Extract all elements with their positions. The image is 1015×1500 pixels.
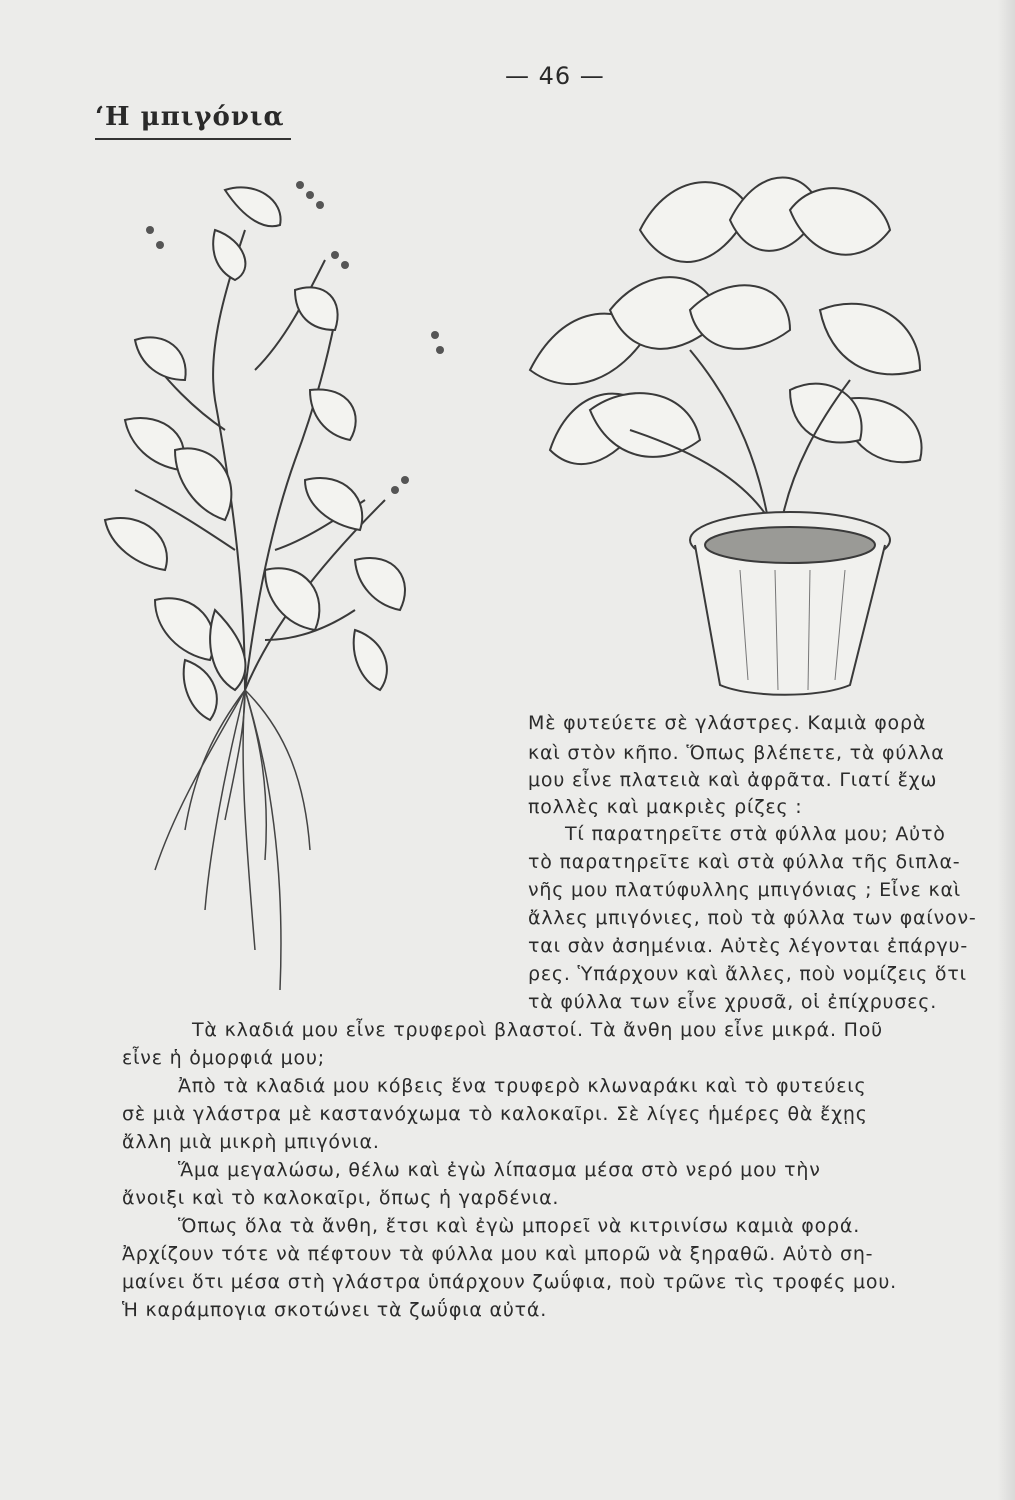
text-line: Μὲ φυτεύετε σὲ γλάστρες. Καμιὰ φορὰ [528, 712, 927, 734]
page-title: ‘Η μπιγόνια [95, 102, 291, 140]
page-number: — 46 — [505, 62, 605, 90]
text-line: τὰ φύλλα των εἶνε χρυσᾶ, οἱ ἐπίχρυσες. [528, 991, 938, 1013]
text-line: μου εἶνε πλατειὰ καὶ ἀφρᾶτα. Γιατί ἔχω [528, 769, 938, 791]
page-edge-shadow [997, 0, 1015, 1500]
text-line: ἄλλη μιὰ μικρὴ μπιγόνια. [122, 1131, 380, 1153]
text-line: νῆς μου πλατύφυλλης μπιγόνιας ; Εἶνε καὶ [528, 879, 962, 901]
text-line: Ἅμα μεγαλώσω, θέλω καὶ ἐγὼ λίπασμα μέσα στὸ νερό μου τὴν [178, 1159, 821, 1181]
text-line: Τὰ κλαδιά μου εἶνε τρυφεροὶ βλαστοί. Τὰ ἄνθη μου εἶνε μικρά. Ποῦ [192, 1019, 883, 1041]
text-line: πολλὲς καὶ μακριὲς ρίζες : [528, 796, 803, 818]
potted-begonia-illustration [490, 150, 990, 710]
text-line: εἶνε ἡ ὀμορφιά μου; [122, 1047, 325, 1069]
text-line: Ὅπως ὅλα τὰ ἄνθη, ἔτσι καὶ ἐγὼ μπορεῖ νὰ κιτρινίσω καμιὰ φορά. [178, 1215, 861, 1237]
text-line: Τί παρατηρεῖτε στὰ φύλλα μου; Αὐτὸ [565, 823, 946, 845]
text-line: σὲ μιὰ γλάστρα μὲ καστανόχωμα τὸ καλοκαῖρι. Σὲ λίγες ἡμέρες θὰ ἔχῃς [122, 1103, 868, 1125]
text-line: Ἀρχίζουν τότε νὰ πέφτουν τὰ φύλλα μου καὶ μπορῶ νὰ ξηραθῶ. Αὐτὸ ση- [122, 1243, 874, 1265]
begonia-plant-illustration [95, 170, 455, 1020]
text-line: ἄλλες μπιγόνιες, ποὺ τὰ φύλλα των φαίνον- [528, 907, 977, 929]
text-line: ται σὰν ἀσημένια. Αὐτὲς λέγονται ἐπάργυ- [528, 935, 968, 957]
text-line: Ἡ καράμπογια σκοτώνει τὰ ζωΰφια αὐτά. [122, 1299, 548, 1321]
text-line: Ἀπὸ τὰ κλαδιά μου κόβεις ἕνα τρυφερὸ κλωναράκι καὶ τὸ φυτεύεις [178, 1075, 867, 1097]
text-line: ἄνοιξι καὶ τὸ καλοκαῖρι, ὅπως ἡ γαρδένια. [122, 1187, 560, 1209]
text-line: μαίνει ὅτι μέσα στὴ γλάστρα ὑπάρχουν ζωΰφια, ποὺ τρῶνε τὶς τροφές μου. [122, 1271, 897, 1293]
text-line: τὸ παρατηρεῖτε καὶ στὰ φύλλα τῆς διπλα- [528, 851, 961, 873]
text-line: καὶ στὸν κῆπο. Ὅπως βλέπετε, τὰ φύλλα [528, 742, 945, 764]
text-line: ρες. Ὑπάρχουν καὶ ἄλλες, ποὺ νομίζεις ὅτι [528, 963, 967, 985]
